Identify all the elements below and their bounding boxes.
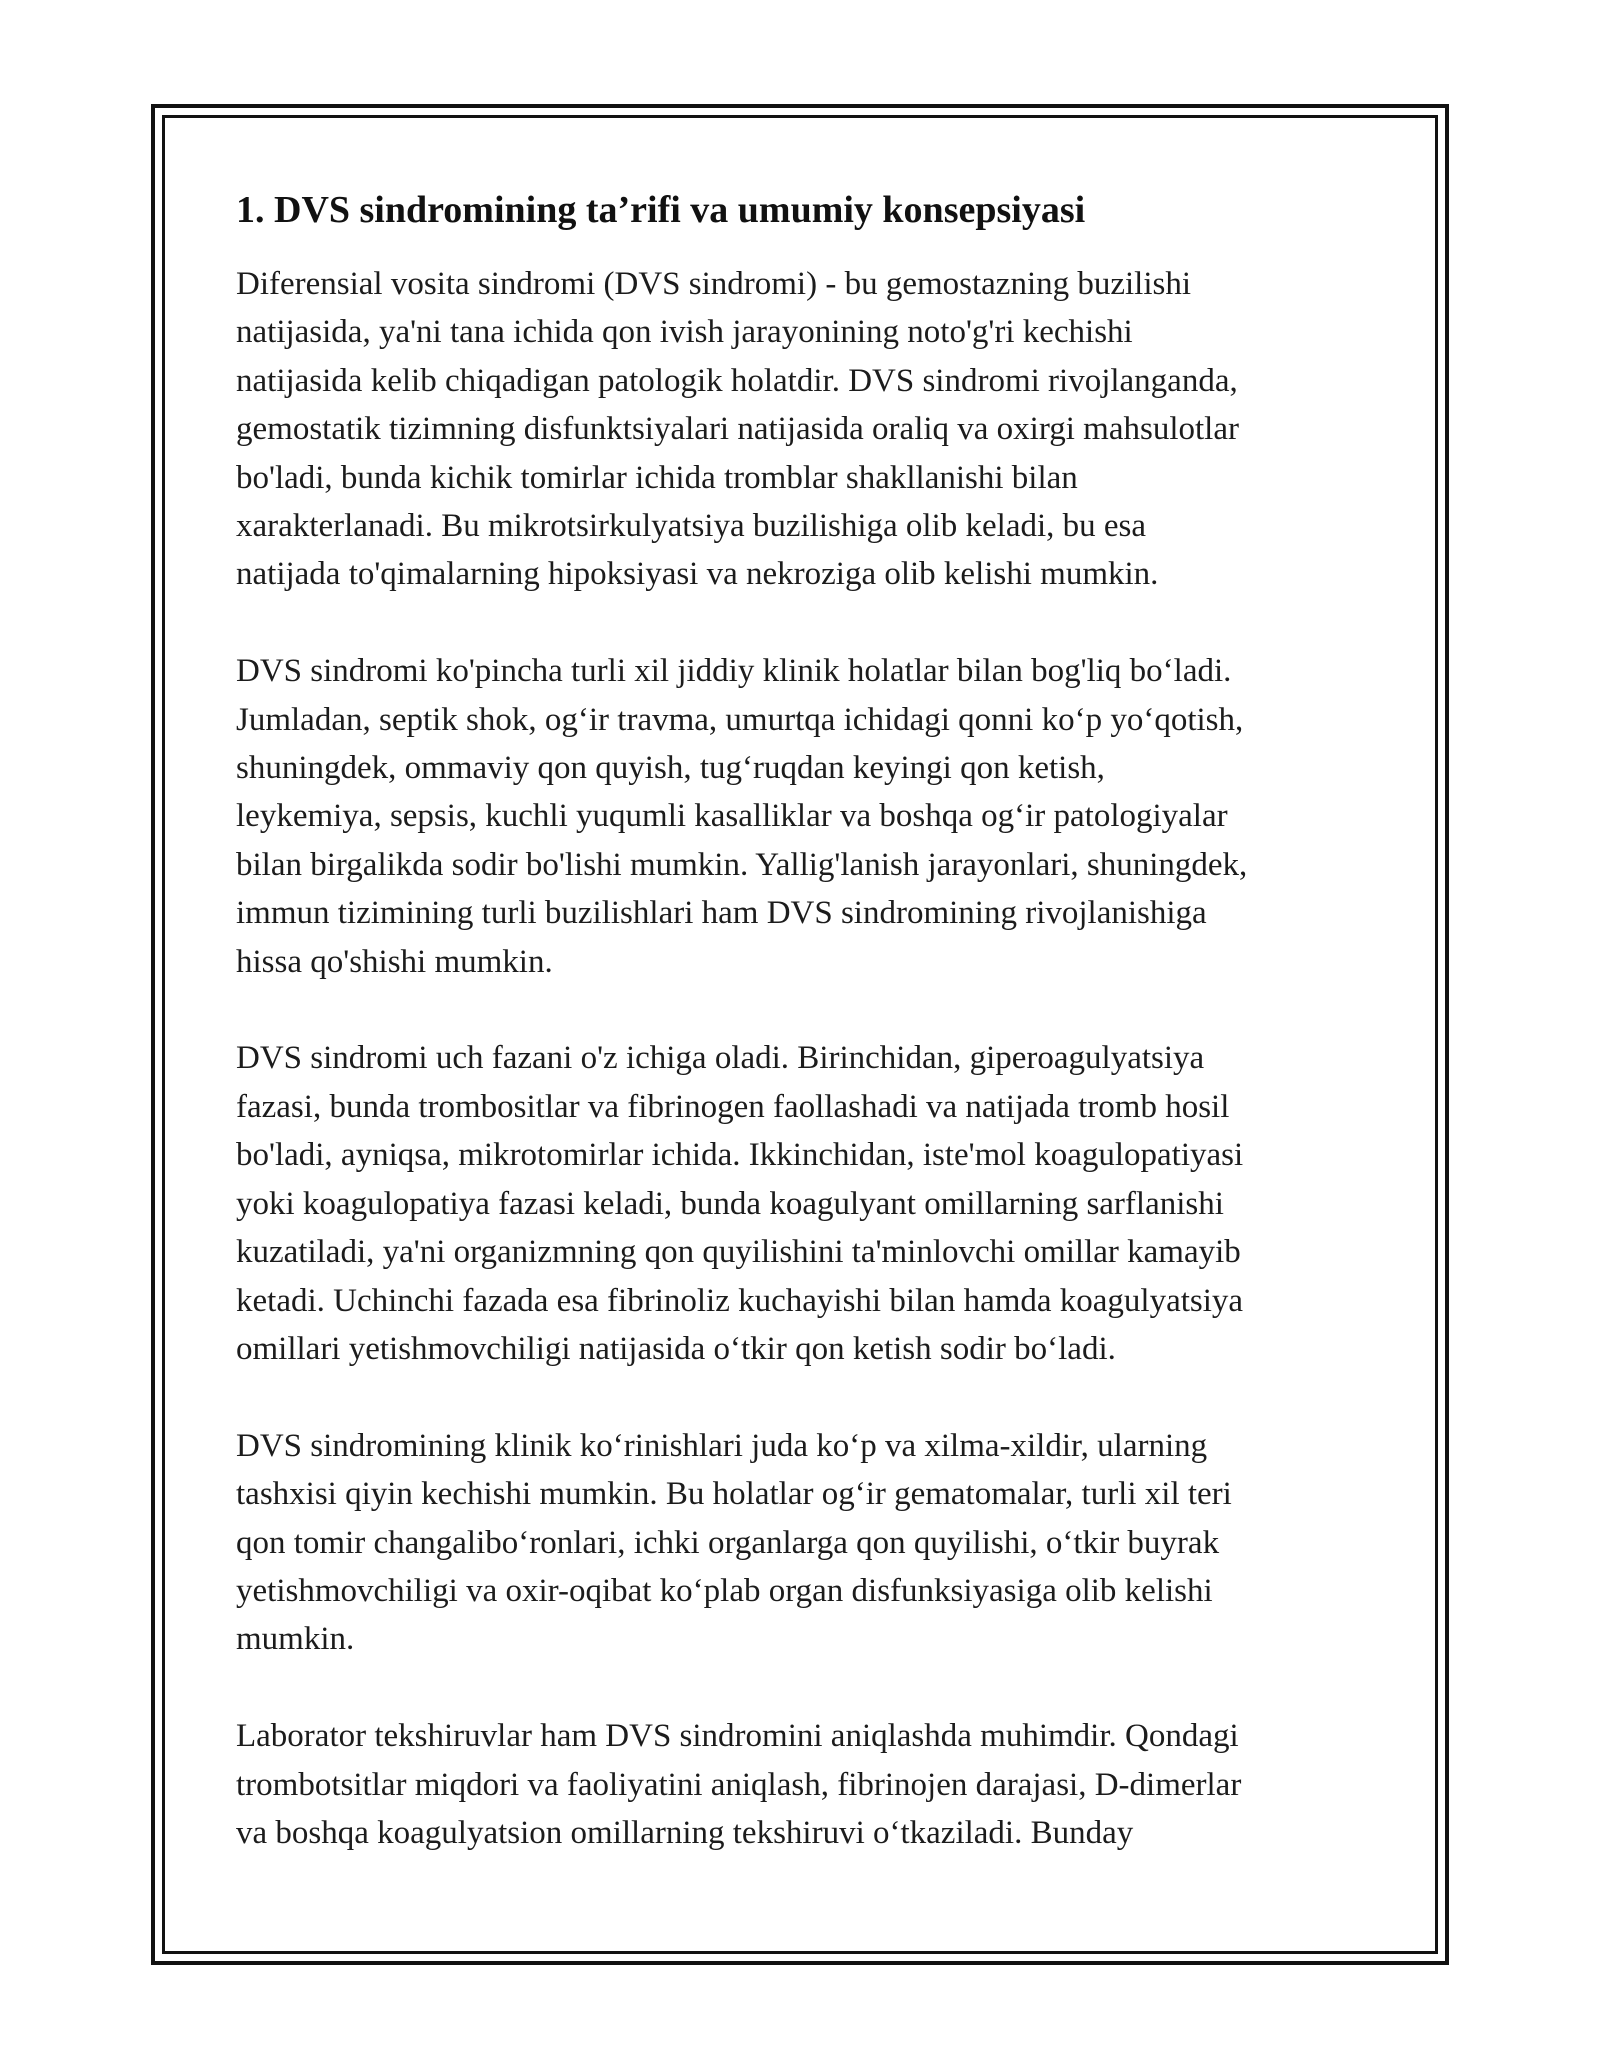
text-line: Laborator tekshiruvlar ham DVS sindromini aniqlashda muhimdir. Qondagi: [236, 1718, 1239, 1755]
section-heading: 1. DVS sindromining ta’rifi va umumiy konsepsiyasi: [236, 189, 1086, 231]
text-line: va boshqa koagulyatsion omillarning tekshiruvi o‘tkaziladi. Bunday: [236, 1814, 1134, 1851]
text-line: leykemiya, sepsis, kuchli yuqumli kasalliklar va boshqa og‘ir patologiyalar: [236, 798, 1228, 835]
text-line: xarakterlanadi. Bu mikrotsirkulyatsiya buzilishiga olib keladi, bu esa: [236, 508, 1147, 545]
text-line: DVS sindromining klinik ko‘rinishlari juda ko‘p va xilma-xildir, ularning: [236, 1427, 1208, 1464]
text-line: DVS sindromi ko'pincha turli xil jiddiy klinik holatlar bilan bog'liq bo‘ladi.: [236, 653, 1232, 690]
text-line: Diferensial vosita sindromi (DVS sindromi) - bu gemostazning buzilishi: [236, 266, 1192, 302]
text-line: shuningdek, ommaviy qon quyish, tug‘ruqdan keyingi qon ketish,: [236, 750, 1105, 787]
paragraph-phases: [236, 1034, 1396, 1373]
text-line: mumkin.: [236, 1621, 355, 1658]
text-line: Jumladan, septik shok, og‘ir travma, umurtqa ichidagi qonni ko‘p yo‘qotish,: [236, 701, 1244, 738]
paragraph-definition: [236, 260, 1396, 599]
text-line: bo'ladi, ayniqsa, mikrotomirlar ichida. Ikkinchidan, iste'mol koagulopatiyasi: [236, 1137, 1244, 1174]
paragraph-laboratory: [236, 1712, 1396, 1857]
text-line: hissa qo'shishi mumkin.: [236, 943, 553, 980]
document-body: [236, 186, 1396, 1906]
text-line: yoki koagulopatiya fazasi keladi, bunda koagulyant omillarning sarflanishi: [236, 1185, 1224, 1222]
text-line: natijasida kelib chiqadigan patologik holatdir. DVS sindromi rivojlanganda,: [236, 362, 1238, 399]
text-line: gemostatik tizimning disfunktsiyalari natijasida oraliq va oxirgi mahsulotlar: [236, 411, 1239, 448]
text-line: yetishmovchiligi va oxir-oqibat ko‘plab organ disfunksiyasiga olib kelishi: [236, 1572, 1213, 1609]
text-line: fazasi, bunda trombositlar va fibrinogen faollashadi va natijada tromb hosil: [236, 1088, 1230, 1125]
text-line: kuzatiladi, ya'ni organizmning qon quyilishini ta'minlovchi omillar kamayib: [236, 1234, 1241, 1271]
paragraph-clinical: [236, 1422, 1396, 1664]
text-line: tashxisi qiyin kechishi mumkin. Bu holatlar og‘ir gematomalar, turli xil teri: [236, 1476, 1232, 1513]
text-line: DVS sindromi uch fazani o'z ichiga oladi. Birinchidan, giperoagulyatsiya: [236, 1040, 1205, 1077]
text-line: natijada to'qimalarning hipoksiyasi va nekroziga olib kelishi mumkin.: [236, 556, 1159, 593]
text-line: bilan birgalikda sodir bo'lishi mumkin. Yallig'lanish jarayonlari, shuningdek,: [236, 846, 1248, 883]
text-line: immun tizimining turli buzilishlari ham DVS sindromining rivojlanishiga: [236, 895, 1207, 932]
text-line: qon tomir changalibo‘ronlari, ichki organlarga qon quyilishi, o‘tkir buyrak: [236, 1524, 1220, 1561]
text-line: ketadi. Uchinchi fazada esa fibrinoliz kuchayishi bilan hamda koagulyatsiya: [236, 1282, 1244, 1319]
text-line: natijasida, ya'ni tana ichida qon ivish jarayonining noto'g'ri kechishi: [236, 314, 1133, 351]
paragraph-causes: [236, 647, 1396, 986]
text-line: bo'ladi, bunda kichik tomirlar ichida tromblar shakllanishi bilan: [236, 459, 1078, 496]
text-line: trombotsitlar miqdori va faoliyatini aniqlash, fibrinojen darajasi, D-dimerlar: [236, 1766, 1242, 1803]
text-line: omillari yetishmovchiligi natijasida o‘tkir qon ketish sodir bo‘ladi.: [236, 1330, 1116, 1367]
